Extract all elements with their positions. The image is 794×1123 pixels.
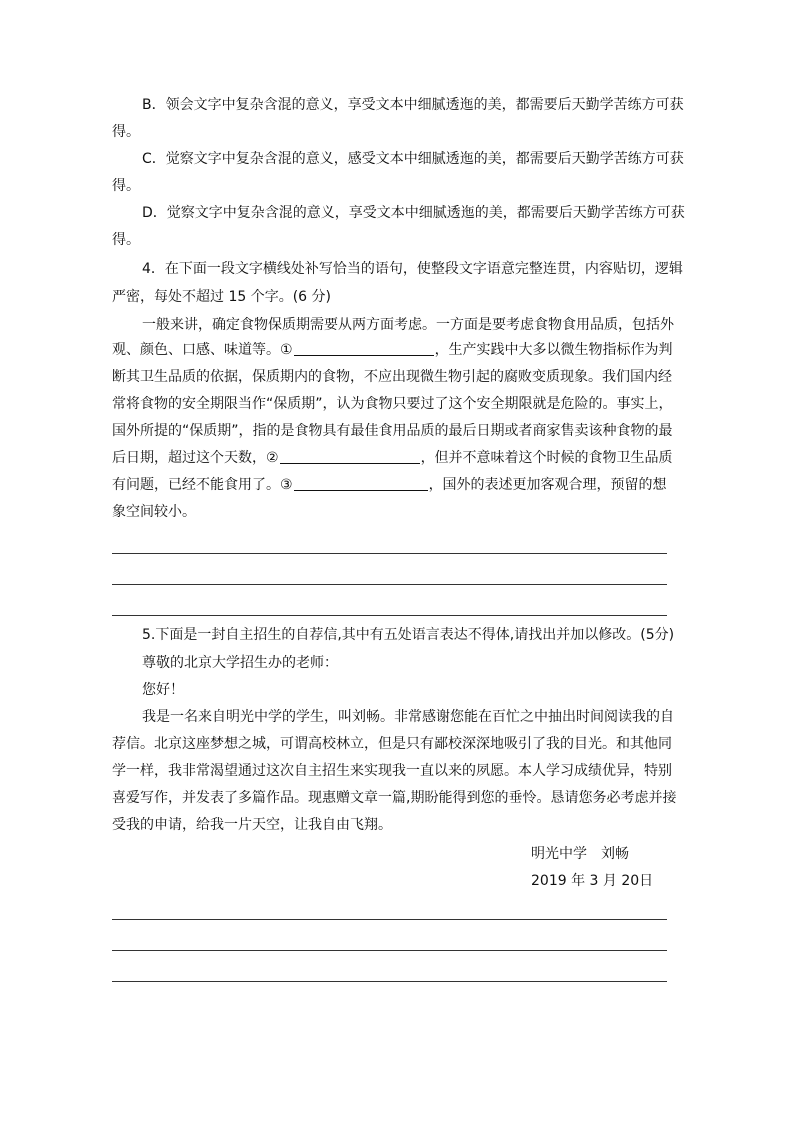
option-c-line1: C．觉察文字中复杂含混的意义，感受文本中细腻透迤的美，都需要后天勤学苦练方可获	[142, 151, 684, 167]
answer-blank-3[interactable]	[294, 476, 428, 491]
q5-answer-line-3[interactable]	[112, 981, 667, 982]
q4-passage-line2-end: ，生产实践中大多以微生物指标作为判	[434, 342, 673, 358]
option-d-line1: D．觉察文字中复杂含混的意义，享受文本中细腻透迤的美，都需要后天勤学苦练方可获	[142, 205, 685, 221]
q4-passage-line5: 国外所提的“保质期”，指的是食物具有最佳食用品质的最后日期或者商家售卖该种食物的最	[112, 423, 673, 439]
option-b-line2: 得。	[112, 124, 140, 140]
q4-passage-line6	[112, 448, 682, 468]
q5-answer-line-2[interactable]	[112, 950, 667, 951]
q4-passage-line6-end: ，但并不意味着这个时候的食物卫生品质	[420, 450, 673, 466]
q4-passage-line3: 断其卫生品质的依据，保质期内的食物，不应出现微生物引起的腐败变质现象。我们国内经	[112, 369, 672, 385]
q4-passage-line7-end: ，国外的表述更加客观合理，预留的想	[428, 477, 667, 493]
letter-body-line5: 受我的申请，给我一片天空，让我自由飞翔。	[112, 817, 392, 833]
q4-passage-line8: 象空间较小。	[112, 504, 196, 520]
q4-passage-line2-start: 观、颜色、口感、味道等。①	[112, 342, 293, 358]
q4-passage-line2	[112, 340, 682, 360]
option-d-line2: 得。	[112, 232, 140, 248]
letter-body-line1: 我是一名来自明光中学的学生，叫刘畅。非常感谢您能在百忙之中抽出时间阅读我的自	[142, 709, 674, 725]
option-b-line1: B．领会文字中复杂含混的意义，享受文本中细腻透迤的美，都需要后天勤学苦练方可获	[142, 97, 684, 113]
letter-greeting: 您好！	[142, 682, 184, 698]
letter-body-line4: 喜爱写作，并发表了多篇作品。现惠赠文章一篇,期盼能得到您的垂怜。恳请您务必考虑并接	[112, 790, 677, 806]
q5-answer-line-1[interactable]	[112, 919, 667, 920]
option-c-line2: 得。	[112, 178, 140, 194]
q4-passage-line7-start: 有问题，已经不能食用了。③	[112, 477, 293, 493]
q4-passage-line1: 一般来讲，确定食物保质期需要从两方面考虑。一方面是要考虑食物食用品质，包括外	[142, 317, 674, 333]
q4-prompt-line1: 4．在下面一段文字横线处补写恰当的语句，使整段文字语意完整连贯，内容贴切，逻辑	[142, 261, 683, 277]
answer-blank-1[interactable]	[294, 341, 434, 356]
letter-body-line3: 学一样，我非常渴望通过这次自主招生来实现我一直以来的夙愿。本人学习成绩优异，特别	[112, 763, 672, 779]
answer-blank-2[interactable]	[280, 449, 420, 464]
letter-body-line2: 荐信。北京这座梦想之城，可谓高校林立，但是只有鄙校深深地吸引了我的目光。和其他同	[112, 736, 672, 752]
q4-passage-line6-start: 后日期，超过这个天数，②	[112, 450, 279, 466]
letter-salutation: 尊敬的北京大学招生办的老师：	[142, 655, 338, 671]
letter-signature: 明光中学 刘畅	[531, 846, 629, 862]
q4-answer-line-1[interactable]	[112, 553, 667, 554]
q4-passage-line7	[112, 475, 682, 495]
q4-answer-line-3[interactable]	[112, 615, 667, 616]
letter-date: 2019 年 3 月 20日	[531, 873, 654, 889]
q4-prompt-line2: 严密，每处不超过 15 个字。(6 分)	[112, 289, 331, 305]
q4-answer-line-2[interactable]	[112, 584, 667, 585]
q4-passage-line4: 常将食物的安全期限当作“保质期”，认为食物只要过了这个安全期限就是危险的。事实上，	[112, 396, 673, 412]
q5-prompt: 5.下面是一封自主招生的自荐信,其中有五处语言表达不得体,请找出并加以修改。(5分)	[142, 627, 675, 643]
